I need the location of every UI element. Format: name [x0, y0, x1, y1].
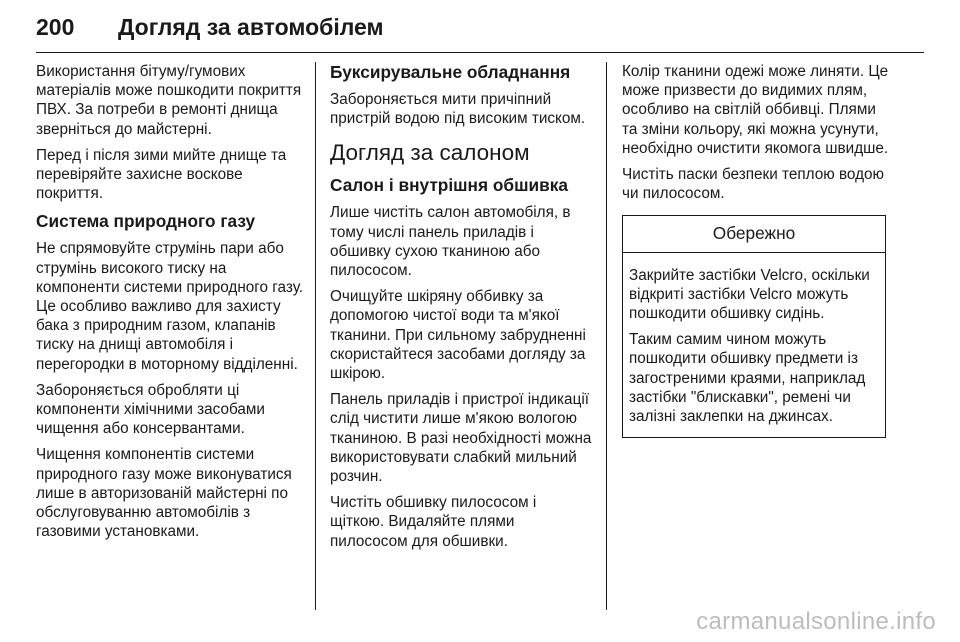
heading-interior-trim: Салон і внутрішня обшивка [330, 175, 569, 196]
column-divider [606, 62, 607, 610]
caution-title: Обережно [623, 216, 885, 252]
paragraph: Закрийте застібки Velcro, оскільки відкриті застібки Velcro можуть пошкодити обшивку сидінь. [629, 266, 870, 323]
paragraph: Чистіть обшивку пилососом і щіткою. Видаляйте плями пилососом для обшивки. [330, 494, 537, 550]
heading-towing-equipment: Буксирувальне обладнання [330, 62, 571, 82]
paragraph: Колір тканини одежі може линяти. Це може призвести до видимих плям, особливо на світлій оббивці. Плями та зміни кольору, які можна усунути, необхідно очистити якомога швидше. [622, 63, 889, 157]
column-3 [622, 62, 890, 438]
page-header [36, 14, 924, 53]
watermark: carmanualsonline.info [696, 608, 936, 635]
paragraph: Використання бітуму/гумових матеріалів може пошкодити покриття ПВХ. За потреби в ремонті днища зверніться до майстерні. [36, 63, 302, 138]
column-2 [330, 62, 592, 558]
paragraph: Не спрямовуйте струмінь пари або струмінь високого тиску на компоненти системи природного газу. Це особливо важливо для захисту бака з природним газом, клапанів тиску на днищі автомобіля і перегородки в моторному відділенні. [36, 240, 304, 373]
caution-body [623, 253, 885, 438]
paragraph: Чистіть паски безпеки теплою водою чи пилососом. [622, 166, 884, 203]
page-number: 200 [36, 14, 75, 40]
paragraph: Очищуйте шкіряну оббивку за допомогою чистої води та м'якої тканини. При сильному забрудненні скористайтеся засобами догляду за шкірою. [330, 288, 586, 383]
paragraph: Таким самим чином можуть пошкодити обшивку предмети із загостреними краями, наприклад застібки "блискавки", ремені чи залізні заклепки на джинсах. [629, 331, 866, 426]
paragraph: Лише чистіть салон автомобіля, в тому числі панель приладів і обшивку сухою тканиною або пилососом. [330, 204, 571, 280]
running-title: Догляд за автомобілем [118, 14, 384, 40]
paragraph: Чищення компонентів системи природного газу може виконуватися лише в авторизованій майстерні по обслуговуванню автомобілів з газовими установками. [36, 446, 292, 541]
section-title-interior-care: Догляд за салоном [330, 140, 530, 166]
caution-box [622, 215, 886, 438]
column-1 [36, 62, 304, 548]
column-divider [315, 62, 316, 610]
heading-natural-gas: Система природного газу [36, 211, 256, 232]
paragraph: Перед і після зими мийте днище та перевіряйте захисне воскове покриття. [36, 146, 287, 203]
paragraph: Панель приладів і пристрої індикації слід чистити лише м'якою вологою тканиною. В разі необхідності можна використовувати слабкий мильний розчин. [330, 391, 592, 486]
paragraph: Забороняється мити причіпний пристрій водою під високим тиском. [330, 91, 586, 128]
paragraph: Забороняється обробляти ці компоненти хімічними засобами чищення або консервантами. [36, 381, 265, 438]
